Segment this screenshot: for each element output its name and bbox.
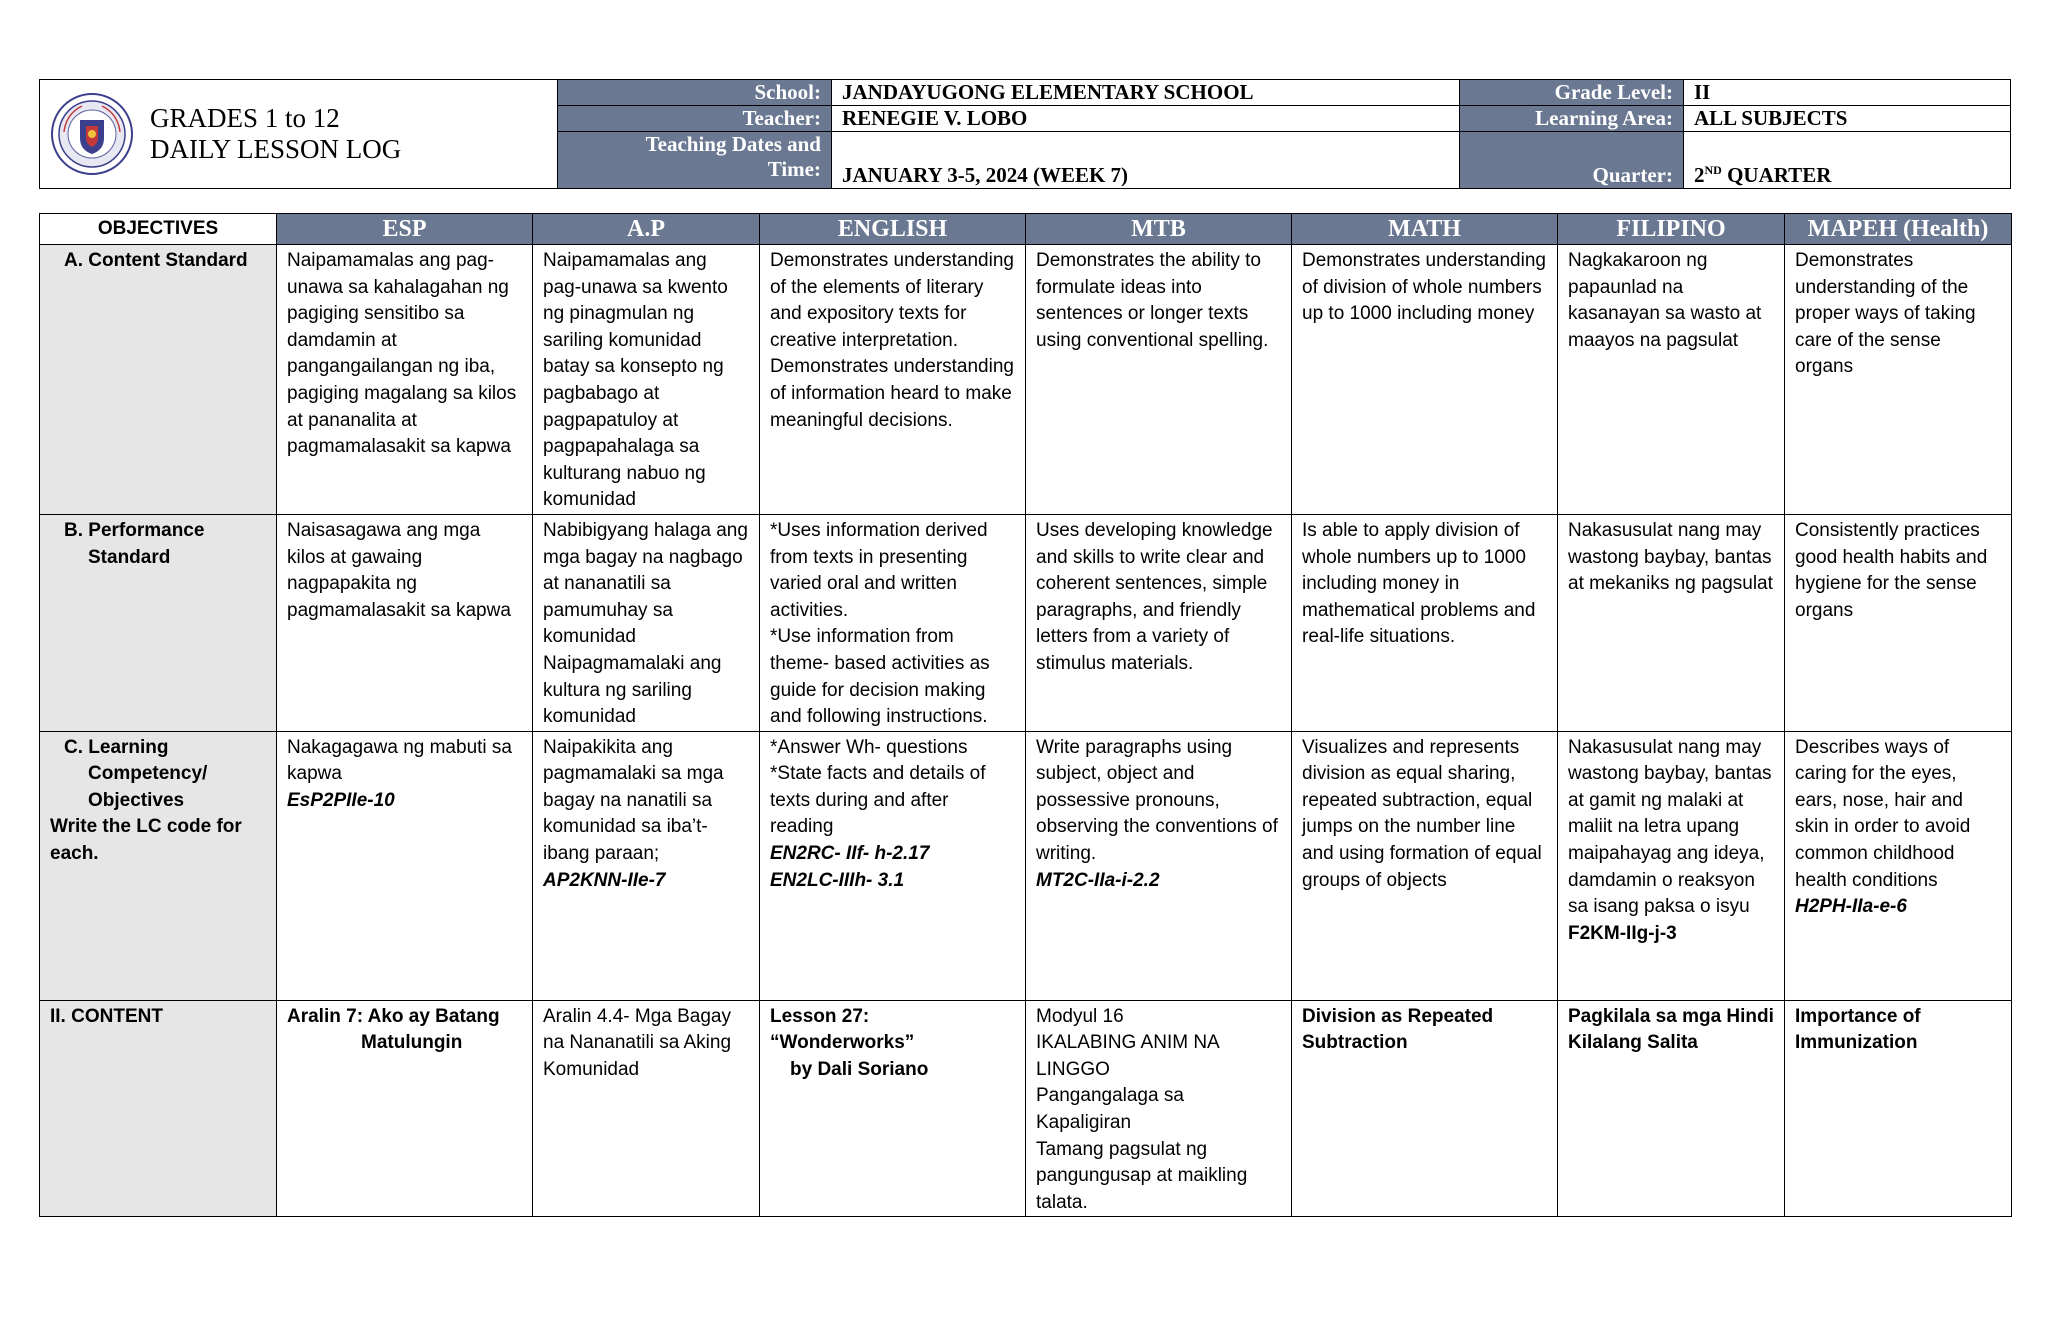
cell-content-standard-math: Demonstrates understanding of division of whole numbers up to 1000 including money — [1292, 245, 1558, 515]
english-lesson-line-1: Lesson 27: — [770, 1005, 870, 1027]
esp-lesson-line-1: Aralin 7: Ako ay Batang — [287, 1005, 500, 1027]
competency-text: *Answer Wh- questions *State facts and details of texts during and after reading — [770, 736, 986, 838]
cell-performance-standard-math: Is able to apply division of whole numbers up to 1000 including money in mathematical problems and real-life situations. — [1292, 514, 1558, 731]
row-label-content — [40, 1000, 277, 1217]
filipino-header: FILIPINO — [1558, 214, 1785, 245]
cell-learning-competency-mapeh — [1785, 731, 2012, 1000]
cell-content-standard-english: Demonstrates understanding of the elements of literary and expository texts for creative interpretation. Demonstrates understanding of information heard to make meaningful decisions. — [760, 245, 1026, 515]
title-line-2: DAILY LESSON LOG — [150, 134, 402, 164]
table-row-performance-standard — [40, 514, 2012, 731]
quarter-label: Quarter: — [1460, 132, 1684, 189]
english-header: ENGLISH — [760, 214, 1026, 245]
cell-performance-standard-filipino: Nakasusulat nang may wastong baybay, bantas at mekaniks ng pagsulat — [1558, 514, 1785, 731]
cell-content-standard-ap: Naipamamalas ang pag-unawa sa kwento ng pinagmulan ng sariling komunidad batay sa konsepto ng pagbabago at pagpapatuloy at pagpapahalaga sa kulturang nabuo ng komunidad — [533, 245, 760, 515]
row-label-performance-standard — [40, 514, 277, 731]
teacher-value: RENEGIE V. LOBO — [832, 106, 1460, 132]
learning-competency-label-line-1: C. Learning — [64, 736, 169, 758]
competency-text: Describes ways of caring for the eyes, ears, nose, hair and skin in order to avoid common childhood health conditions — [1795, 736, 1971, 891]
cell-content-standard-esp: Naipamamalas ang pag-unawa sa kahalagahan ng pagiging sensitibo sa damdamin at pangangailangan ng iba, pagiging magalang sa kilos at pananalita at pagmamalasakit sa kapwa — [277, 245, 533, 515]
cell-performance-standard-esp: Naisasagawa ang mga kilos at gawaing nagpapakita ng pagmamalasakit sa kapwa — [277, 514, 533, 731]
cell-learning-competency-mtb — [1026, 731, 1292, 1000]
cell-content-mtb: Modyul 16 IKALABING ANIM NA LINGGO Pangangalaga sa Kapaligiran Tamang pagsulat ng pangungusap at maikling talata. — [1026, 1000, 1292, 1217]
title-line-1: GRADES 1 to 12 — [150, 103, 340, 133]
english-lesson-line-2: “Wonderworks” — [770, 1032, 915, 1054]
lc-code: F2KM-IIg-j-3 — [1568, 922, 1677, 944]
teaching-dates-label-line-1: Teaching Dates and — [645, 132, 821, 156]
cell-content-standard-filipino: Nagkakaroon ng papaunlad na kasanayan sa wasto at maayos na pagsulat — [1558, 245, 1785, 515]
school-label: School: — [558, 80, 832, 106]
learning-area-value: ALL SUBJECTS — [1684, 106, 2011, 132]
table-row-content-standard — [40, 245, 2012, 515]
competency-text: Visualizes and represents division as equal sharing, repeated subtraction, equal jumps on the number line and using formation of equal groups of objects — [1302, 736, 1542, 891]
competency-text: Naipakikita ang pagmamalaki sa mga bagay na nanatili sa komunidad sa iba’t-ibang paraan; — [543, 736, 724, 865]
lc-code: AP2KNN-IIe-7 — [543, 869, 666, 891]
cell-content-esp — [277, 1000, 533, 1217]
lc-code: EsP2PIIe-10 — [287, 789, 395, 811]
school-value: JANDAYUGONG ELEMENTARY SCHOOL — [832, 80, 1460, 106]
ap-header: A.P — [533, 214, 760, 245]
cell-content-filipino: Pagkilala sa mga Hindi Kilalang Salita — [1558, 1000, 1785, 1217]
cell-learning-competency-ap — [533, 731, 760, 1000]
cell-content-math: Division as Repeated Subtraction — [1292, 1000, 1558, 1217]
row-label-learning-competency — [40, 731, 277, 1000]
objectives-header: OBJECTIVES — [40, 214, 277, 245]
performance-standard-label-line-1: B. Performance — [64, 519, 205, 541]
cell-learning-competency-english — [760, 731, 1026, 1000]
cell-learning-competency-esp — [277, 731, 533, 1000]
math-header: MATH — [1292, 214, 1558, 245]
grade-level-value: II — [1684, 80, 2011, 106]
quarter-value — [1684, 132, 2011, 189]
row-label-content-standard — [40, 245, 277, 515]
performance-standard-label-line-2: Standard — [88, 546, 171, 568]
learning-competency-label-line-4: Write the LC code for each. — [50, 816, 242, 865]
teaching-dates-label — [558, 132, 832, 189]
english-lesson-line-3: by Dali Soriano — [790, 1058, 929, 1080]
learning-competency-label-line-2: Competency/ — [88, 763, 208, 785]
cell-performance-standard-ap: Nabibigyang halaga ang mga bagay na nagbago at nananatili sa pamumuhay sa komunidad Naipagmamalaki ang kultura ng sariling komunidad — [533, 514, 760, 731]
cell-learning-competency-math — [1292, 731, 1558, 1000]
competency-text: Nakagagawa ng mabuti sa kapwa — [287, 736, 512, 785]
teaching-dates-value: JANUARY 3-5, 2024 (WEEK 7) — [832, 132, 1460, 189]
cell-performance-standard-mtb: Uses developing knowledge and skills to write clear and coherent sentences, simple paragraphs, and friendly letters from a variety of stimulus materials. — [1026, 514, 1292, 731]
quarter-suffix: ND — [1704, 163, 1722, 177]
cell-content-ap: Aralin 4.4- Mga Bagay na Nananatili sa Aking Komunidad — [533, 1000, 760, 1217]
header-table — [39, 79, 2011, 189]
cell-content-english — [760, 1000, 1026, 1217]
competency-text: Nakasusulat nang may wastong baybay, bantas at gamit ng malaki at maliit na letra upang maipahayag ang ideya, damdamin o reaksyon sa isang paksa o isyu — [1568, 736, 1772, 918]
teacher-label: Teacher: — [558, 106, 832, 132]
lesson-log-table — [39, 213, 2012, 1217]
grade-level-label: Grade Level: — [1460, 80, 1684, 106]
learning-area-label: Learning Area: — [1460, 106, 1684, 132]
lc-code: EN2RC- IIf- h-2.17 EN2LC-IIIh- 3.1 — [770, 843, 930, 891]
lc-code: MT2C-IIa-i-2.2 — [1036, 869, 1160, 891]
table-row-learning-competency — [40, 731, 2012, 1000]
teaching-dates-label-line-2: Time: — [767, 157, 821, 181]
cell-content-mapeh: Importance of Immunization — [1785, 1000, 2012, 1217]
cell-content-standard-mapeh: Demonstrates understanding of the proper ways of taking care of the sense organs — [1785, 245, 2012, 515]
cell-performance-standard-mapeh: Consistently practices good health habits and hygiene for the sense organs — [1785, 514, 2012, 731]
title-cell — [40, 80, 558, 189]
table-row-content — [40, 1000, 2012, 1217]
mapeh-header: MAPEH (Health) — [1785, 214, 2012, 245]
deped-seal-icon — [50, 92, 134, 176]
quarter-number: 2 — [1694, 163, 1705, 187]
competency-text: Write paragraphs using subject, object and possessive pronouns, observing the conventions of writing. — [1036, 736, 1278, 865]
esp-header: ESP — [277, 214, 533, 245]
cell-content-standard-mtb: Demonstrates the ability to formulate ideas into sentences or longer texts using conventional spelling. — [1026, 245, 1292, 515]
lc-code: H2PH-IIa-e-6 — [1795, 896, 1907, 918]
mtb-header: MTB — [1026, 214, 1292, 245]
content-standard-label: A. Content Standard — [64, 250, 248, 271]
content-label: II. CONTENT — [50, 1005, 163, 1027]
esp-lesson-line-2: Matulungin — [361, 1032, 463, 1054]
learning-competency-label-line-3: Objectives — [88, 789, 185, 811]
cell-performance-standard-english: *Uses information derived from texts in presenting varied oral and written activities. *Use information from theme- based activities as guide for decision making and following instructions. — [760, 514, 1026, 731]
cell-learning-competency-filipino — [1558, 731, 1785, 1000]
quarter-word: QUARTER — [1727, 163, 1832, 187]
